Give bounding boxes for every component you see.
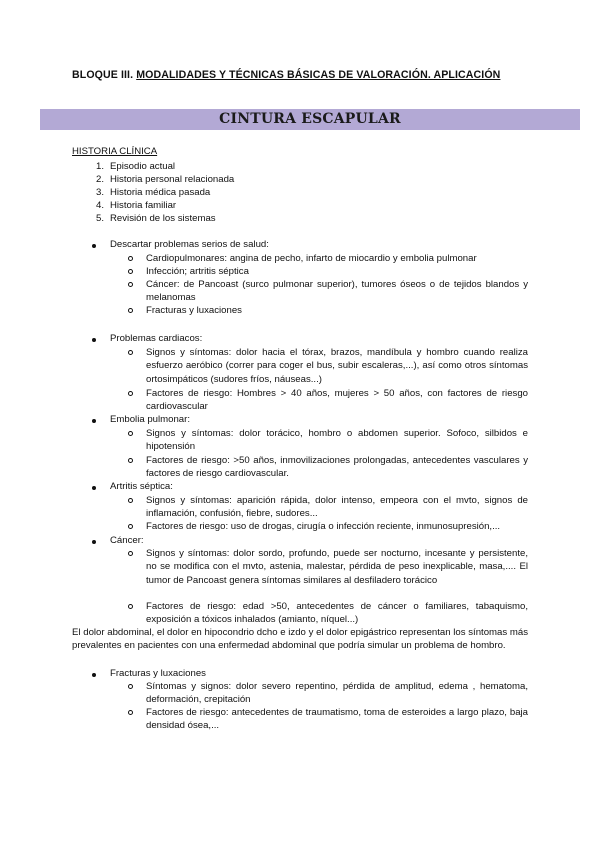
list-number: 3. (95, 187, 104, 198)
list-item: Factores de riesgo: antecedentes de traumatismo, toma de esteroides a largo plazo, baja densidad ósea,... (146, 707, 528, 732)
circle-bullet-icon (128, 269, 133, 274)
list-item: Historia personal relacionada (110, 174, 235, 185)
list-item: Infección; artritis séptica (146, 266, 249, 277)
historia-heading: HISTORIA CLÍNICA (72, 146, 158, 157)
list-item: Signos y síntomas: aparición rápida, dolor intenso, empeora con el mvto, signos de inflamación, confusión, fiebre, sudores... (146, 495, 528, 520)
list-item: Episodio actual (110, 161, 176, 172)
cardiacos-label: Problemas cardiacos: (110, 333, 203, 344)
list-item: Historia familiar (110, 200, 177, 211)
list-item: Cardiopulmonares: angina de pecho, infarto de miocardio y embolia pulmonar (146, 253, 477, 264)
circle-bullet-icon (128, 524, 133, 529)
list-item: Signos y síntomas: dolor hacia el tórax, brazos, mandíbula y hombro cuando realiza esfuerzo aeróbico (correr para coger el bus, subir escaleras,...), así como otros síntomas ortosimpáticos (sudores fríos, náuseas...) (146, 347, 528, 385)
list-number: 2. (95, 174, 104, 185)
artritis-label: Artritis séptica: (110, 481, 173, 492)
embolia-label: Embolia pulmonar: (110, 414, 190, 425)
circle-bullet-icon (128, 350, 133, 355)
list-item: Síntomas y signos: dolor severo repentino, pérdida de amplitud, edema , hematoma, deformación, crepitación (146, 681, 528, 706)
bullet-icon (92, 244, 96, 248)
circle-bullet-icon (128, 391, 133, 396)
fracturas-label: Fracturas y luxaciones (110, 668, 206, 679)
list-item: Revisión de los sistemas (110, 213, 216, 224)
circle-bullet-icon (128, 710, 133, 715)
list-number: 4. (95, 200, 104, 211)
list-item: Signos y síntomas: dolor sordo, profundo, puede ser nocturno, incesante y persistente, no se modifica con el mvto, astenia, malestar, pérdida de peso inexplicable, masa,.... El tumor de Pancoast genera síntomas similares al desfiladero torácico (146, 548, 528, 586)
list-number: 1. (95, 161, 104, 172)
cancer-label: Cáncer: (110, 535, 144, 546)
bloque-title: MODALIDADES Y TÉCNICAS BÁSICAS DE VALORACIÓN. APLICACIÓN (136, 69, 501, 81)
bloque-prefix: BLOQUE III. (72, 69, 134, 81)
section-banner (40, 109, 580, 130)
bullet-icon (92, 419, 96, 423)
circle-bullet-icon (128, 458, 133, 463)
list-item: Cáncer: de Pancoast (surco pulmonar superior), tumores óseos o de tejidos blandos y melanomas (146, 279, 528, 304)
abdominal-paragraph: El dolor abdominal, el dolor en hipocondrio dcho e izdo y el dolor epigástrico representan los síntomas más prevalentes en pacientes con una enfermedad abdominal que podría simular un problema de hombro. (72, 627, 528, 652)
list-item: Factores de riesgo: >50 años, inmovilizaciones prolongadas, antecedentes vasculares y factores de riesgo cardiovascular. (146, 455, 528, 480)
bullet-icon (92, 540, 96, 544)
circle-bullet-icon (128, 551, 133, 556)
list-item: Factores de riesgo: Hombres > 40 años, mujeres > 50 años, con factores de riesgo cardiovascular (146, 388, 528, 413)
circle-bullet-icon (128, 604, 133, 609)
list-item: Factores de riesgo: uso de drogas, cirugía o infección reciente, inmunosupresión,... (146, 521, 501, 532)
list-item: Factores de riesgo: edad >50, antecedentes de cáncer o familiares, tabaquismo, exposición a tóxicos inhalados (amianto, níquel...) (146, 601, 528, 626)
list-item: Signos y síntomas: dolor torácico, hombro o abdomen superior. Sofoco, silbidos e hipotensión (146, 428, 528, 453)
circle-bullet-icon (128, 282, 133, 287)
list-item: Historia médica pasada (110, 187, 211, 198)
bullet-icon (92, 673, 96, 677)
section-title: CINTURA ESCAPULAR (219, 111, 401, 127)
bullet-icon (92, 338, 96, 342)
circle-bullet-icon (128, 308, 133, 313)
circle-bullet-icon (128, 684, 133, 689)
bullet-icon (92, 486, 96, 490)
circle-bullet-icon (128, 256, 133, 261)
circle-bullet-icon (128, 431, 133, 436)
circle-bullet-icon (128, 498, 133, 503)
descartar-label: Descartar problemas serios de salud: (110, 239, 269, 250)
list-item: Fracturas y luxaciones (146, 305, 242, 316)
bloque-heading (72, 69, 500, 81)
list-number: 5. (95, 213, 104, 224)
